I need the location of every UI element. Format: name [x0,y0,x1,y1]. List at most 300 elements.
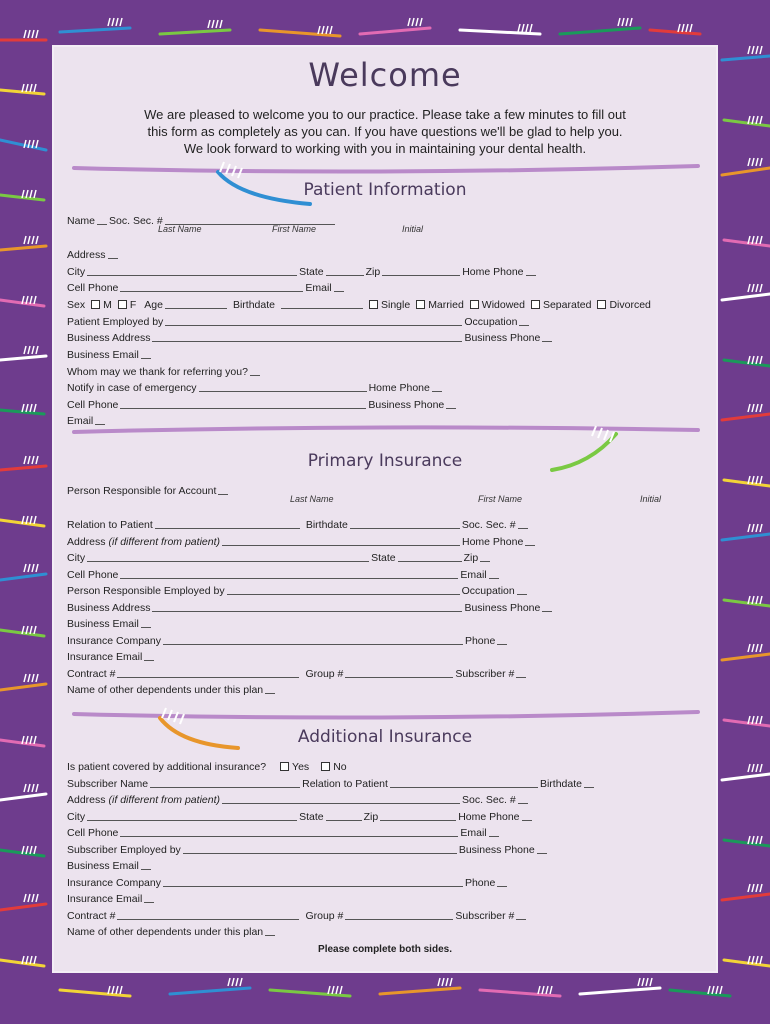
label-phone: Phone [464,635,496,647]
bristle-mark [760,716,762,724]
bristle-mark [760,356,762,364]
bristle-mark [760,524,762,532]
row-city [67,548,701,564]
label-cell-phone: Cell Phone [67,282,119,294]
subscriber-field[interactable] [516,919,526,920]
row-contract [67,664,701,680]
bristle-mark [760,158,762,166]
bristle-mark [756,884,758,892]
toothbrush-icon [460,30,540,34]
toothbrush-icon [0,684,46,690]
business-phone-field[interactable] [537,853,547,854]
row-employer [67,581,701,597]
email-field[interactable] [489,836,499,837]
address-field[interactable] [108,258,118,259]
hint-initial: Initial [402,224,424,234]
row-business-email [67,856,701,872]
label-city: City [67,811,86,823]
row-dependents [67,680,701,696]
insurance-email-field[interactable] [144,902,154,903]
label-employed-by: Person Responsible Employed by [67,585,225,597]
label-emergency-cell-phone: Cell Phone [67,399,119,411]
hint-first-name: First Name [478,494,523,504]
label-insurance-email: Insurance Email [67,893,143,905]
bristle-mark [756,524,758,532]
label-contract: Contract # [67,910,116,922]
row-address [67,790,701,806]
bristle-mark [34,516,36,524]
emergency-home-phone-field[interactable] [432,391,442,392]
label-female: F [129,299,137,311]
bristle-mark [546,986,548,994]
label-email: Email [460,827,487,839]
section-title-patient: Patient Information [303,180,467,200]
bristle-mark [32,30,34,38]
row-referral [67,362,701,378]
bristle-mark [112,18,114,26]
intro-line-3: We look forward to working with you in maintaining your dental health. [183,141,587,156]
label-relation: Relation to Patient [67,519,153,531]
toothbrush-icon [724,600,770,606]
bristle-mark [518,24,520,32]
bristle-mark [450,978,452,986]
label-separated: Separated [542,299,592,311]
bristle-mark [34,626,36,634]
bristle-mark [756,764,758,772]
bristle-mark [630,18,632,26]
label-name: Name [67,215,96,227]
label-birthdate: Birthdate [539,778,582,790]
zip-field[interactable] [382,275,460,276]
label-ssn: Soc. Sec. # [461,519,516,531]
bristle-mark [720,986,722,994]
label-emergency-home-phone: Home Phone [368,382,430,394]
bristle-mark [28,784,30,792]
birthdate-field[interactable] [584,787,594,788]
bristle-mark [646,978,648,986]
bristle-mark [208,20,210,28]
bristle-mark [34,846,36,854]
label-occupation: Occupation [464,316,518,328]
toothbrush-icon [270,990,350,996]
city-field[interactable] [87,820,297,821]
insurance-company-field[interactable] [163,644,463,645]
employed-by-field[interactable] [183,853,457,854]
contract-field[interactable] [117,919,299,920]
city-field[interactable] [87,561,369,562]
row-address [67,245,701,261]
toothbrush-icon [724,720,770,726]
business-email-field[interactable] [141,627,151,628]
bristle-mark [32,346,34,354]
bristle-mark [716,986,718,994]
toothbrush-icon [724,360,770,366]
bristle-mark [28,894,30,902]
label-cell-phone: Cell Phone [67,569,119,581]
bristle-mark [752,404,754,412]
bristle-mark [30,516,32,524]
toothbrush-icon [0,904,46,910]
row-city [67,807,701,823]
toothbrush-icon [722,894,770,900]
label-covered: Is patient covered by additional insurance? [67,761,267,773]
checkbox-separated[interactable] [531,300,540,309]
bristle-mark [756,836,758,844]
bristle-mark [420,18,422,26]
checkbox-single[interactable] [369,300,378,309]
address-field[interactable] [222,545,460,546]
checkbox-married[interactable] [416,300,425,309]
toothbrush-icon [724,480,770,486]
row-insurance-email [67,647,701,663]
birthdate-field[interactable] [350,528,460,529]
address-note: (if different from patient) [108,536,220,548]
toothbrush-icon [724,120,770,126]
checkbox-female[interactable] [118,300,127,309]
home-phone-field[interactable] [522,820,532,821]
bristle-mark [530,24,532,32]
bristle-mark [760,836,762,844]
label-email: Email [305,282,332,294]
responsible-field[interactable] [218,494,228,495]
hint-last-name: Last Name [290,494,334,504]
bristle-mark [752,764,754,772]
employed-by-field[interactable] [227,594,460,595]
label-business-email: Business Email [67,618,139,630]
hint-last-name: Last Name [158,224,202,234]
checkbox-male[interactable] [91,300,100,309]
label-business-address: Business Address [67,602,151,614]
ssn-field[interactable] [518,528,528,529]
phone-field[interactable] [497,886,507,887]
toothbrush-icon [722,414,770,420]
bristle-mark [748,644,750,652]
divider-swoosh-primary [70,420,702,480]
label-subscriber: Subscriber # [455,668,515,680]
label-home-phone: Home Phone [462,536,524,548]
row-cell [67,565,701,581]
bristle-mark [748,158,750,166]
hint-first-name: First Name [272,224,317,234]
section-title-primary: Primary Insurance [307,451,463,471]
bristle-mark [756,46,758,54]
label-business-email: Business Email [67,349,139,361]
row-employer [67,840,701,856]
contract-field[interactable] [117,677,299,678]
label-sex: Sex [67,299,86,311]
label-referral: Whom may we thank for referring you? [67,366,248,378]
emergency-business-phone-field[interactable] [446,408,456,409]
toothbrush-icon [0,246,46,250]
bristle-mark [30,404,32,412]
bristle-mark [752,884,754,892]
business-phone-field[interactable] [542,341,552,342]
bristle-mark [24,784,26,792]
label-zip: Zip [463,552,479,564]
toothbrush-icon [724,240,770,246]
bristle-mark [760,116,762,124]
group-field[interactable] [345,677,453,678]
bristle-mark [120,986,122,994]
label-address: Address [67,249,106,261]
bristle-mark [752,158,754,166]
label-birthdate: Birthdate [305,519,348,531]
birthdate-field[interactable] [281,308,363,309]
bristle-mark [30,956,32,964]
business-address-field[interactable] [152,341,462,342]
footer-note: Please complete both sides. [318,944,452,955]
subscriber-name-field[interactable] [150,787,300,788]
emergency-field[interactable] [199,391,367,392]
bristle-mark [760,956,762,964]
hint-initial: Initial [640,494,662,504]
bristle-mark [336,986,338,994]
checkbox-no[interactable] [321,762,330,771]
label-zip: Zip [365,266,381,278]
bristle-mark [748,404,750,412]
bristle-mark [756,158,758,166]
toothbrush-icon [722,654,770,660]
label-widowed: Widowed [481,299,525,311]
label-address: Address [67,536,106,548]
label-state: State [371,552,396,564]
bristle-mark [526,24,528,32]
bristle-mark [232,978,234,986]
bristle-mark [756,116,758,124]
label-ssn: Soc. Sec. # [462,794,516,806]
toothbrush-icon [580,988,660,994]
toothbrush-icon [560,28,640,34]
label-employed-by: Subscriber Employed by [67,844,181,856]
ssn-field[interactable] [518,803,528,804]
bristle-mark [30,296,32,304]
label-contract: Contract # [67,668,116,680]
dependents-field[interactable] [265,935,275,936]
bristle-mark [760,644,762,652]
bristle-mark [116,986,118,994]
home-phone-field[interactable] [525,545,535,546]
label-cell-phone: Cell Phone [67,827,119,839]
bristle-mark [120,18,122,26]
label-relation: Relation to Patient [302,778,388,790]
label-city: City [67,552,86,564]
bristle-mark [446,978,448,986]
toothbrush-icon [360,28,430,34]
bristle-mark [34,404,36,412]
name-field[interactable] [97,224,107,225]
business-email-field[interactable] [141,869,151,870]
email-field[interactable] [489,578,499,579]
bristle-mark [748,46,750,54]
intro-line-2: this form as completely as you can. If you have questions we'll be glad to help you. [147,124,623,139]
home-phone-field[interactable] [526,275,536,276]
label-yes: Yes [292,761,310,773]
referral-field[interactable] [250,375,260,376]
bristle-mark [32,894,34,902]
label-business-phone: Business Phone [464,602,541,614]
business-email-field[interactable] [141,358,151,359]
label-insurance-company: Insurance Company [67,635,161,647]
label-emergency: Notify in case of emergency [67,382,197,394]
bristle-mark [34,296,36,304]
label-subscriber-name: Subscriber Name [67,778,149,790]
city-field[interactable] [87,275,297,276]
toothbrush-icon [722,534,770,540]
toothbrush-icon [0,140,46,150]
label-dependents: Name of other dependents under this plan [67,926,264,938]
toothbrush-icon [722,294,770,300]
label-home-phone: Home Phone [458,811,520,823]
dependents-field[interactable] [265,693,275,694]
bristle-mark [332,986,334,994]
bristle-mark [622,18,624,26]
bristle-mark [24,346,26,354]
bristle-mark [28,236,30,244]
label-phone: Phone [464,877,496,889]
bristle-mark [756,596,758,604]
relation-field[interactable] [155,528,300,529]
bristle-mark [328,986,330,994]
age-field[interactable] [165,308,227,309]
label-address: Address [67,794,106,806]
bristle-mark [712,986,714,994]
checkbox-widowed[interactable] [470,300,479,309]
row-responsible [67,481,701,497]
bristle-mark [522,24,524,32]
business-address-field[interactable] [152,611,462,612]
label-business-email: Business Email [67,860,139,872]
toothbrush-icon [260,30,340,36]
label-emergency-email: Email [67,415,94,427]
toothbrush-icon [380,988,460,994]
bristle-mark [760,596,762,604]
zip-field[interactable] [480,561,490,562]
toothbrush-icon [0,356,46,360]
bristle-mark [748,884,750,892]
bristle-mark [32,784,34,792]
label-age: Age [144,299,163,311]
bristle-mark [30,846,32,854]
bristle-mark [326,26,328,34]
row-city [67,262,701,278]
row-contract [67,906,701,922]
phone-field[interactable] [497,644,507,645]
label-subscriber: Subscriber # [455,910,515,922]
label-single: Single [380,299,411,311]
label-state: State [299,266,324,278]
bristle-mark [550,986,552,994]
row-emergency-cell [67,395,701,411]
bristle-mark [36,346,38,354]
label-email: Email [460,569,487,581]
state-field[interactable] [326,275,364,276]
row-business-address [67,598,701,614]
address-note: (if different from patient) [108,794,220,806]
occupation-field[interactable] [517,594,527,595]
label-divorced: Divorced [609,299,651,311]
bristle-mark [756,476,758,484]
label-dependents: Name of other dependents under this plan [67,684,264,696]
bristle-mark [220,20,222,28]
cell-phone-field[interactable] [120,291,303,292]
bristle-mark [36,674,38,682]
bristle-mark [748,764,750,772]
bristle-mark [330,26,332,34]
label-insurance-company: Insurance Company [67,877,161,889]
zip-field[interactable] [380,820,456,821]
bristle-mark [626,18,628,26]
bristle-mark [760,764,762,772]
bristle-mark [108,18,110,26]
row-relation [67,515,701,531]
bristle-mark [756,356,758,364]
insurance-company-field[interactable] [163,886,463,887]
row-covered [67,757,701,773]
welcome-title: Welcome [308,56,462,94]
bristle-mark [748,524,750,532]
bristle-mark [690,24,692,32]
section-title-additional: Additional Insurance [297,727,473,747]
bristle-mark [36,236,38,244]
label-birthdate: Birthdate [232,299,275,311]
bristle-mark [752,46,754,54]
row-business-address [67,328,701,344]
bristle-mark [412,18,414,26]
bristle-mark [36,564,38,572]
subscriber-field[interactable] [516,677,526,678]
relation-field[interactable] [390,787,538,788]
toothbrush-icon [170,988,250,994]
state-field[interactable] [326,820,362,821]
bristle-mark [24,30,26,38]
bristle-mark [228,978,230,986]
bristle-mark [756,956,758,964]
label-responsible: Person Responsible for Account [67,485,217,497]
toothbrush-icon [480,990,560,996]
checkbox-yes[interactable] [280,762,289,771]
occupation-field[interactable] [519,325,529,326]
row-dependents [67,922,701,938]
group-field[interactable] [345,919,453,920]
label-employed-by: Patient Employed by [67,316,164,328]
label-zip: Zip [363,811,379,823]
insurance-email-field[interactable] [144,660,154,661]
employed-by-field[interactable] [165,325,462,326]
bristle-mark [678,24,680,32]
row-cell [67,823,701,839]
label-married: Married [428,299,464,311]
row-address [67,532,701,548]
bristle-mark [28,30,30,38]
emergency-cell-phone-field[interactable] [120,408,366,409]
bristle-mark [416,18,418,26]
row-insurance-email [67,889,701,905]
business-phone-field[interactable] [542,611,552,612]
checkbox-divorced[interactable] [597,300,606,309]
bristle-mark [756,404,758,412]
email-field[interactable] [334,291,344,292]
state-field[interactable] [398,561,462,562]
address-field[interactable] [222,803,460,804]
bristle-mark [686,24,688,32]
toothbrush-icon [0,794,46,800]
bristle-mark [642,978,644,986]
bristle-mark [760,46,762,54]
cell-phone-field[interactable] [120,578,458,579]
bristle-mark [650,978,652,986]
label-home-phone: Home Phone [462,266,524,278]
cell-phone-field[interactable] [120,836,458,837]
